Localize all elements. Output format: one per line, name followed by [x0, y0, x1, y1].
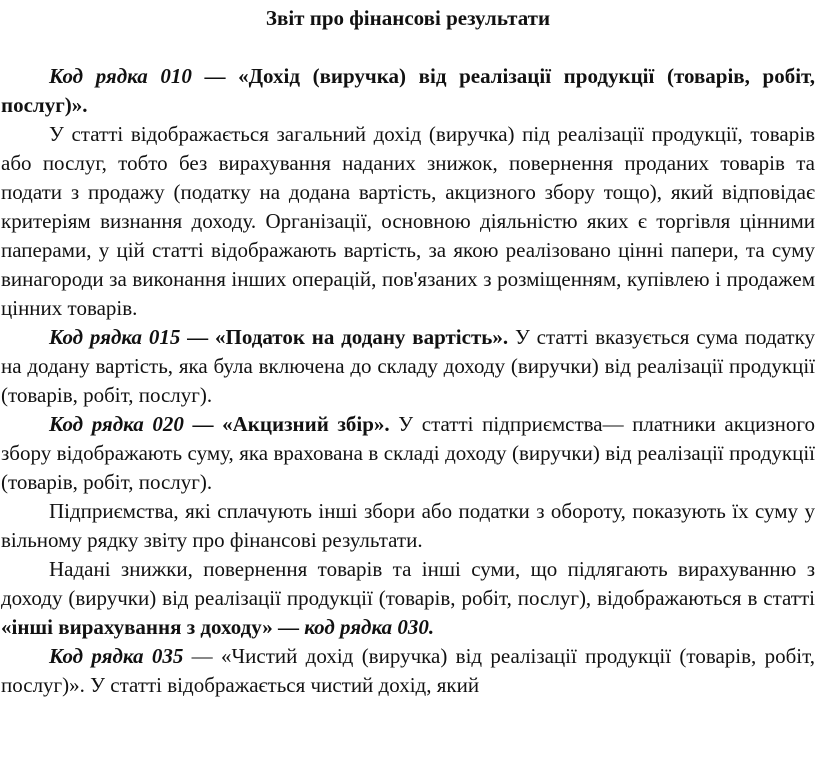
dash-010: — — [191, 64, 239, 88]
row-text-015: У статті вказується сума податку на додану вартість, яка була включена до складу доходу (виручки) від реалізації продукції (товарів, робіт, послуг). — [1, 325, 815, 407]
row-text-020: У статті підприємства— платники акцизного збору відображають суму, яка врахована в складі доходу (виручки) від реалізації продукції (товарів, робіт, послуг). — [1, 412, 816, 494]
row-code-010: Код рядка 010 — [49, 64, 192, 88]
dash-020: — — [183, 412, 223, 436]
paragraph-code-015 — [1, 323, 815, 410]
row-name-010: «Дохід (виручка) від реалізації продукції (товарів, робіт, послуг)». — [1, 64, 816, 117]
document-title: Звіт про фінансові результати — [265, 6, 551, 30]
row-name-030: «інші вирахування з доходу» — — [1, 615, 299, 639]
paragraph-code-035 — [1, 642, 815, 700]
row-text-035: — «Чистий дохід (виручка) від реалізації продукції (товарів, робіт, послуг)». У статті відображається чистий дохід, який — [1, 644, 815, 697]
row-code-035: Код рядка 035 — [49, 644, 184, 668]
row-name-015: «Податок на додану вартість». — [214, 325, 509, 349]
row-name-020: «Акцизний збір». — [222, 412, 390, 436]
row-code-015: Код рядка 015 — [49, 325, 181, 349]
paragraph-code-020 — [1, 410, 815, 497]
paragraph-revenue-description: У статті відображається загальний дохід (виручка) під реалізації продукції, товарів або послуг, тобто без вирахування наданих знижок, повернення проданих товарів та подати з продажу (податку на додана вартість, акцизного збору тощо), який відповідає критеріям визнання доходу. Організації, основною діяльністю яких є торгівля цінними паперами, у цій статті відображають вартість, за якою реалізовано цінні папери, та суму винагороди за виконання інших операцій, пов'язаних з розміщенням, купівлею і продажем цінних товарів. — [1, 122, 815, 320]
row-text-030: Надані знижки, повернення товарів та інші суми, що підлягають вирахуванню з доходу (виручки) від реалізації продукції (товарів, робіт, послуг), відображаються в статті — [1, 557, 815, 610]
row-code-020: Код рядка 020 — [49, 412, 184, 436]
dash-015: — — [180, 325, 215, 349]
paragraph-other-taxes: Підприємства, які сплачують інші збори або податки з обороту, показують їх суму у вільному рядку звіту про фінансові результати. — [1, 499, 815, 552]
row-code-030: код рядка 030. — [299, 615, 435, 639]
paragraph-code-030 — [1, 555, 815, 642]
title-spacer — [1, 33, 815, 62]
paragraph-code-010 — [1, 62, 815, 120]
